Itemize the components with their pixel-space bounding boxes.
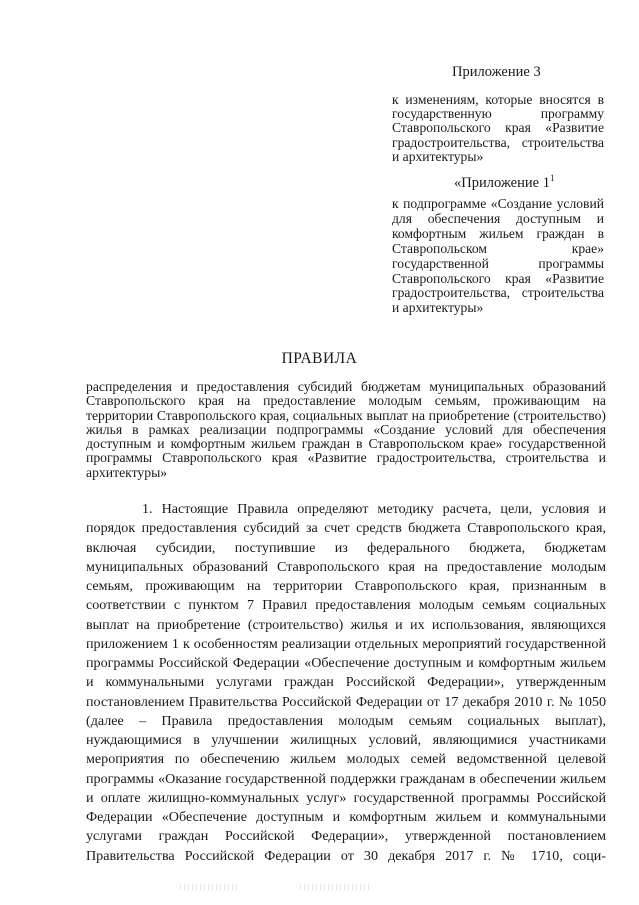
annex-title: Приложение 3 [452, 64, 541, 80]
body-paragraph-1: 1. Настоящие Правила определяют методику расчета, цели, условия и порядок предоставления субсидий за счет средств бюджета Ставропольского края, включая субсидии, поступившие из федерального бюджета, бюджетам муниципальных образований Ставропольского края на предоставление молодым семьям, проживающим на территории Ставропольского края, признанным в соответствии с пунктом 7 Правил предоставления молодым семьям социальных выплат на приобретение (строительство) жилья и их использования, являющихся приложением 1 к особенностям реализации отдельных мероприятий государственной программы Российской Федерации «Обеспечение доступным и комфортным жильем и коммунальными услугами граждан Российской Федерации», утвержденным постановлением Правительства Российской Федерации от 17 декабря 2010 г. № 1050 (далее – Правила предоставления молодым семьям социальных выплат), нуждающимися в улучшении жилищных условий, являющимися участниками мероприятия по обеспечению жильем молодых семей ведомственной целевой программы «Оказание государственной поддержки гражданам в обеспечении жильем и оплате жилищно-коммунальных услуг» государственной программы Российской Федерации «Обеспечение доступным и комфортным жильем и коммунальными услугами граждан Российской Федерации», утвержденной постановлением Правительства Российской Федерации от 30 декабря 2017 г. № 1710, соци- [86, 501, 606, 864]
annex-description: к изменениям, которые вносятся в государственную программу Ставропольского края «Развитие градостроительства, строительства и архитектуры» [392, 92, 604, 164]
rules-subtitle: распределения и предоставления субсидий бюджетам муниципальных образований Ставропольского края на предоставление молодым семьям, проживающим на территории Ставропольского края, социальных выплат на приобретение (строительство) жилья в рамках реализации подпрограммы «Создание условий для обеспечения доступным и комфортным жильем граждан в Ставропольском крае» государственной программы Ставропольского края «Развитие градостроительства, строительства и архитектуры» [86, 379, 606, 480]
annex-sub-title [454, 175, 554, 192]
annex-sub-description: к подпрограмме «Создание условий для обеспечения доступным и комфортным жильем граждан в Ставропольском крае» государственной программы Ставропольского края «Развитие градостроительства, строительства и архитектуры» [392, 196, 604, 316]
rules-title: ПРАВИЛА [281, 350, 358, 367]
annex-sub-title-superscript: 1 [549, 173, 555, 184]
scan-artifact [300, 884, 370, 890]
annex-sub-title-text: «Приложение 1 [454, 175, 550, 191]
scan-artifact [180, 884, 240, 890]
